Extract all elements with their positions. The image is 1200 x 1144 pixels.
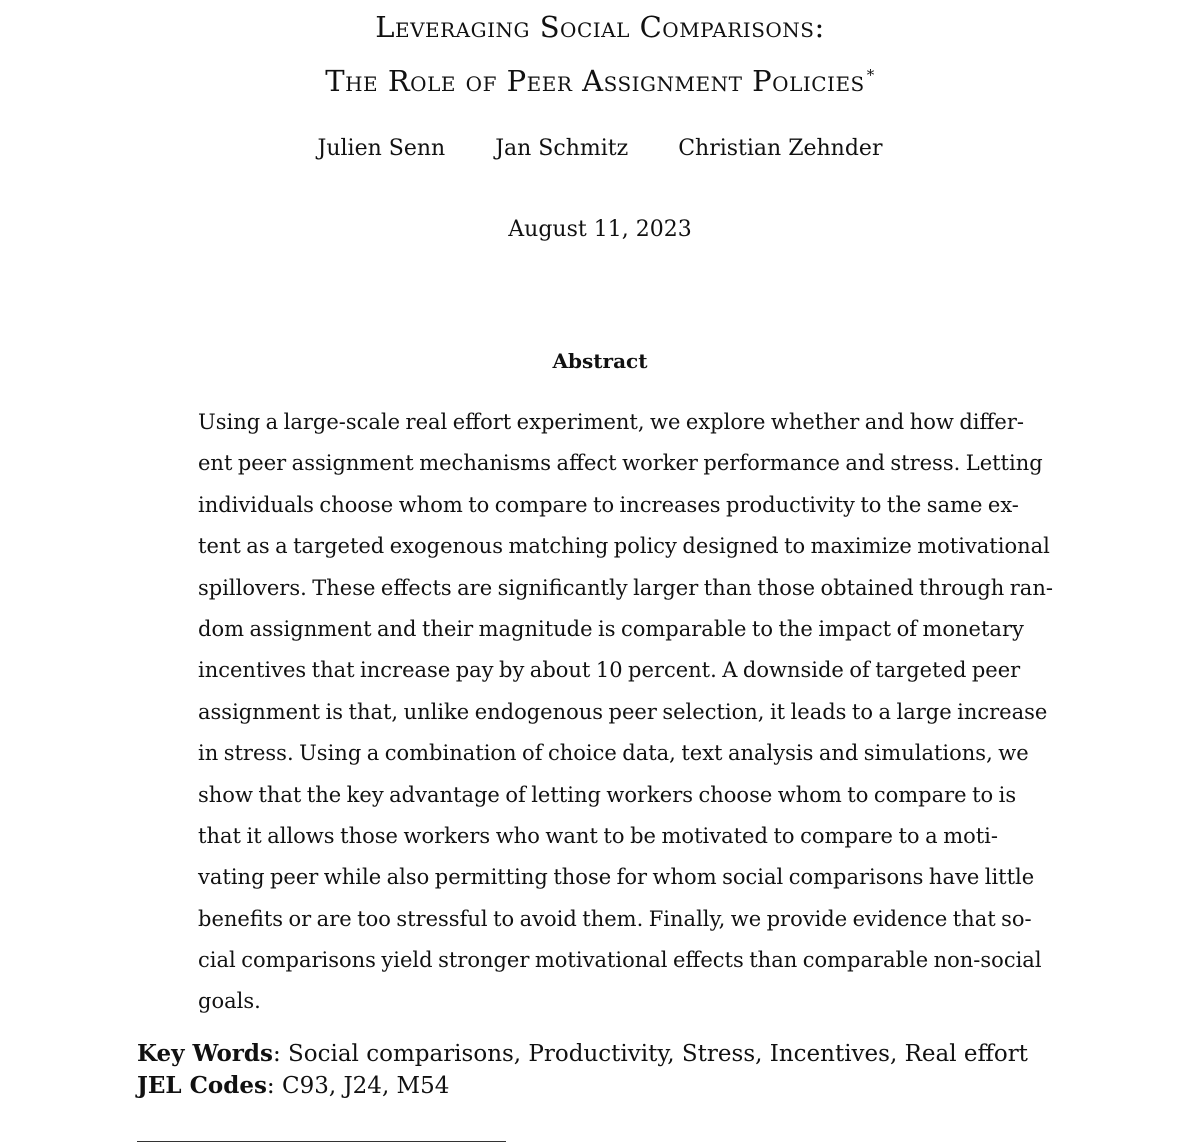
- abstract-line: benefits or are too stressful to avoid them. Finally, we provide evidence that so-: [198, 906, 1032, 931]
- author-name: Christian Zehnder: [678, 136, 883, 161]
- title-footnote-mark[interactable]: *: [866, 66, 875, 85]
- abstract-line: that it allows those workers who want to be motivated to compare to a moti-: [198, 823, 998, 848]
- abstract-line: show that the key advantage of letting workers choose whom to compare to is: [198, 782, 1017, 807]
- title-text-1: Leveraging Social Comparisons:: [375, 10, 825, 44]
- keywords-row: [137, 1038, 1028, 1070]
- author-name: Julien Senn: [317, 136, 446, 161]
- paper-title-line-2: [0, 64, 1200, 98]
- publication-date: August 11, 2023: [508, 217, 692, 242]
- jel-codes-value: : C93, J24, M54: [266, 1073, 450, 1099]
- jel-codes-row: [137, 1070, 1028, 1102]
- abstract-line: Using a large-scale real effort experiment, we explore whether and how differ-: [198, 410, 1024, 434]
- abstract-line: goals.: [198, 989, 261, 1014]
- abstract-line: vating peer while also permitting those for whom social comparisons have little: [198, 865, 1035, 890]
- keywords-value: : Social comparisons, Productivity, Stress, Incentives, Real effort: [272, 1041, 1028, 1067]
- keywords-label: Key Words: [137, 1040, 273, 1067]
- abstract-line: incentives that increase pay by about 10 percent. A downside of targeted peer: [198, 658, 1021, 683]
- abstract-line: spillovers. These effects are significantly larger than those obtained through ran-: [198, 575, 1053, 600]
- paper-title-line-1: [0, 10, 1200, 44]
- jel-codes-label: JEL Codes: [137, 1072, 267, 1099]
- abstract-heading: Abstract: [552, 349, 648, 373]
- footnote-divider: [137, 1141, 506, 1142]
- abstract-line: cial comparisons yield stronger motivational effects than comparable non-social: [198, 948, 1042, 973]
- title-text-2: The Role of Peer Assignment Policies: [325, 64, 865, 98]
- abstract-line: tent as a targeted exogenous matching policy designed to maximize motivational: [198, 534, 1050, 559]
- paper-metadata: [137, 1038, 1028, 1102]
- author-list: [0, 136, 1200, 161]
- abstract-line: dom assignment and their magnitude is comparable to the impact of monetary: [198, 616, 1024, 641]
- abstract-line: individuals choose whom to compare to increases productivity to the same ex-: [198, 492, 1019, 517]
- abstract-body: [198, 402, 1053, 1023]
- author-name: Jan Schmitz: [495, 136, 629, 161]
- abstract-line: assignment is that, unlike endogenous peer selection, it leads to a large increase: [198, 699, 1048, 724]
- abstract-line: ent peer assignment mechanisms affect worker performance and stress. Letting: [198, 451, 1043, 476]
- abstract-line: in stress. Using a combination of choice data, text analysis and simulations, we: [198, 741, 1029, 766]
